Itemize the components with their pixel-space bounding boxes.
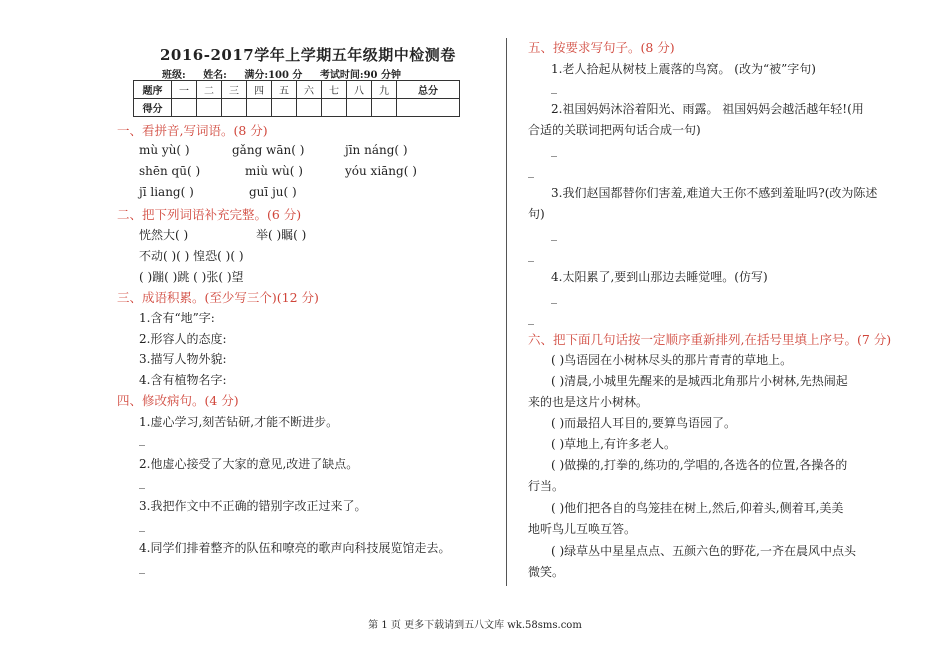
score-table	[133, 80, 460, 117]
section-2-heading: 二、把下列词语补充完整。(6 分)	[117, 207, 302, 222]
section-1-heading: 一、看拼音,写词语。(8 分)	[117, 123, 268, 138]
ordering-item: ( )清晨,小城里先醒来的是城西北角那片小树林,先热闹起	[551, 374, 848, 388]
score-blank[interactable]	[222, 99, 247, 117]
rewrite-item: 3.我们赵国都替你们害羞,难道大王你不感到羞耻吗?(改为陈述	[551, 186, 878, 200]
pinyin-item: jīn náng( )	[345, 143, 408, 157]
answer-blank[interactable]: _	[528, 164, 534, 178]
answer-blank[interactable]: _	[528, 248, 534, 262]
name-label: 姓名:	[203, 70, 227, 81]
score-blank[interactable]	[297, 99, 322, 117]
ordering-item: 行当。	[528, 479, 565, 493]
score-cell: 题序	[134, 81, 172, 99]
rewrite-item: 句)	[528, 207, 545, 221]
full-score: 满分:100 分	[244, 70, 303, 81]
answer-blank[interactable]: _	[528, 311, 534, 325]
idiom-item: 1.含有“地”字:	[139, 311, 215, 325]
ordering-item: ( )鸟语园在小树林尽头的那片青青的草地上。	[551, 353, 793, 367]
answer-blank[interactable]: _	[139, 560, 145, 574]
ordering-item: 微笑。	[528, 565, 565, 579]
score-table-score-row	[134, 99, 460, 117]
section-4-heading: 四、修改病句。(4 分)	[117, 393, 239, 408]
column-divider	[506, 38, 507, 586]
rewrite-item: 合适的关联词把两句话合成一句)	[528, 123, 701, 137]
rewrite-item: 4.太阳累了,要到山那边去睡觉哩。(仿写)	[551, 270, 768, 284]
score-blank[interactable]	[347, 99, 372, 117]
score-blank[interactable]	[172, 99, 197, 117]
page-footer: 第 1 页 更多下载请到五八文库 wk.58sms.com	[368, 620, 582, 631]
ordering-item: ( )草地上,有许多老人。	[551, 437, 676, 451]
score-cell: 二	[197, 81, 222, 99]
score-cell: 八	[347, 81, 372, 99]
word-completion-item: ( )蹦( )跳 ( )张( )望	[139, 270, 244, 284]
score-blank[interactable]	[397, 99, 460, 117]
exam-time: 考试时间:90 分钟	[319, 70, 401, 81]
answer-blank[interactable]: _	[551, 80, 557, 94]
ordering-item: ( )他们把各自的鸟笼挂在树上,然后,仰着头,侧着耳,美美	[551, 501, 844, 515]
answer-blank[interactable]: _	[139, 475, 145, 489]
section-5-heading: 五、按要求写句子。(8 分)	[528, 40, 675, 55]
score-cell: 九	[372, 81, 397, 99]
answer-blank[interactable]: _	[551, 143, 557, 157]
answer-blank[interactable]: _	[139, 518, 145, 532]
idiom-item: 4.含有植物名字:	[139, 373, 227, 387]
section-6-heading: 六、把下面几句话按一定顺序重新排列,在括号里填上序号。(7 分)	[528, 332, 892, 347]
answer-blank[interactable]: _	[551, 290, 557, 304]
pinyin-item: mù yù( )	[139, 143, 190, 157]
ordering-item: ( )做操的,打拳的,练功的,学唱的,各选各的位置,各操各的	[551, 458, 848, 472]
pinyin-item: gǎng wān( )	[232, 143, 305, 157]
score-cell: 六	[297, 81, 322, 99]
score-blank[interactable]	[372, 99, 397, 117]
rewrite-item: 1.老人拾起从树枝上震落的鸟窝。 (改为“被”字句)	[551, 62, 816, 76]
score-cell: 一	[172, 81, 197, 99]
score-cell: 三	[222, 81, 247, 99]
page-title: 2016-2017学年上学期五年级期中检测卷	[160, 46, 456, 64]
idiom-item: 3.描写人物外貌:	[139, 352, 227, 366]
score-cell: 五	[272, 81, 297, 99]
pinyin-item: shēn qū( )	[139, 164, 201, 178]
score-cell: 得分	[134, 99, 172, 117]
pinyin-item: miù wù( )	[245, 164, 303, 178]
score-cell: 总分	[397, 81, 460, 99]
ordering-item: 来的也是这片小树林。	[528, 395, 649, 409]
pinyin-item: jī liang( )	[139, 185, 194, 199]
score-blank[interactable]	[272, 99, 297, 117]
word-completion-item: 恍然大( )	[139, 228, 189, 242]
ordering-item: 地听鸟儿互唤互答。	[528, 522, 637, 536]
class-label: 班级:	[162, 70, 186, 81]
ordering-item: ( )而最招人耳目的,要算鸟语园了。	[551, 416, 736, 430]
sentence-item: 4.同学们排着整齐的队伍和嘹亮的歌声向科技展览馆走去。	[139, 541, 451, 555]
sentence-item: 2.他虚心接受了大家的意见,改进了缺点。	[139, 457, 359, 471]
score-blank[interactable]	[197, 99, 222, 117]
pinyin-item: yóu xiāng( )	[345, 164, 417, 178]
answer-blank[interactable]: _	[139, 432, 145, 446]
ordering-item: ( )绿草丛中星星点点、五颜六色的野花,一齐在晨风中点头	[551, 544, 856, 558]
score-table-header-row	[134, 81, 460, 99]
section-3-heading: 三、成语积累。(至少写三个)(12 分)	[117, 290, 319, 305]
answer-blank[interactable]: _	[551, 227, 557, 241]
word-completion-item: 举( )瞩( )	[256, 228, 307, 242]
score-cell: 四	[247, 81, 272, 99]
sentence-item: 1.虚心学习,刻苦钻研,才能不断进步。	[139, 415, 339, 429]
word-completion-item: 不动( )( ) 惶恐( )( )	[139, 249, 244, 263]
pinyin-item: guī ju( )	[249, 185, 297, 199]
score-blank[interactable]	[247, 99, 272, 117]
student-info	[162, 66, 415, 81]
score-cell: 七	[322, 81, 347, 99]
sentence-item: 3.我把作文中不正确的错别字改正过来了。	[139, 499, 367, 513]
score-blank[interactable]	[322, 99, 347, 117]
rewrite-item: 2.祖国妈妈沐浴着阳光、雨露。 祖国妈妈会越活越年轻!(用	[551, 102, 864, 116]
idiom-item: 2.形容人的态度:	[139, 332, 227, 346]
